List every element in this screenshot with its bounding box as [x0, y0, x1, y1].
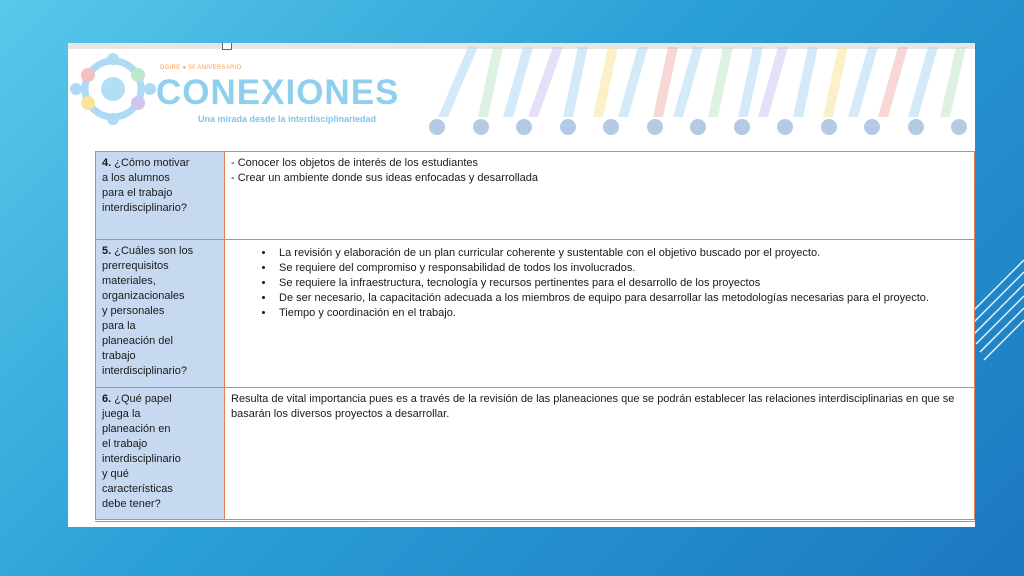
answer-line: - Crear un ambiente donde sus ideas enfocadas y desarrollada: [231, 172, 538, 184]
document-page: [68, 43, 975, 527]
table-row: [96, 152, 975, 240]
answer-cell[interactable]: [225, 152, 975, 240]
question-number: 6.: [102, 393, 112, 405]
question-number: 4.: [102, 157, 112, 169]
question-text: ¿Cómo motivar a los alumnos para el trabajo interdisciplinario?: [102, 157, 190, 214]
banner-subtitle: Una mirada desde la interdisciplinariedad: [198, 114, 377, 124]
answer-line: Resulta de vital importancia pues es a través de la revisión de las planeaciones que se podrán establecer las relaciones interdisciplinarias en que se basarán los diversos proyectos a desarrollar.: [231, 393, 955, 420]
question-cell[interactable]: [96, 152, 225, 240]
list-item: • Se requiere del compromiso y responsabilidad de todos los involucrados.: [275, 261, 968, 276]
answer-bullet-list: [231, 246, 968, 321]
answer-cell[interactable]: [225, 388, 975, 520]
list-item: • La revisión y elaboración de un plan curricular coherente y sustentable con el objetivo buscado por el proyecto.: [275, 246, 968, 261]
question-text: ¿Cuáles son los prerrequisitos materiales, organizacionales y personales para la planeación del trabajo interdisciplinario?: [102, 245, 194, 377]
answer-line: - Conocer los objetos de interés de los estudiantes: [231, 157, 479, 169]
question-number: 5.: [102, 245, 112, 257]
list-item: • Se requiere la infraestructura, tecnología y recursos pertinentes para el desarrollo de los proyectos: [275, 276, 968, 291]
header-banner: [68, 47, 975, 147]
banner-dots: [429, 119, 967, 135]
conexiones-logo-icon: [70, 53, 156, 125]
banner-stripes: [438, 47, 966, 117]
table-row: [96, 388, 975, 520]
qa-table: [95, 151, 975, 520]
question-cell[interactable]: [96, 388, 225, 520]
list-item: • Tiempo y coordinación en el trabajo.: [275, 306, 968, 321]
banner-small-text: DGIRE ● 50 ANIVERSARIO: [160, 65, 242, 71]
question-text: ¿Qué papel juega la planeación en el trabajo interdisciplinario y qué características debe tener?: [102, 393, 181, 510]
table-row: [96, 240, 975, 388]
answer-cell[interactable]: [225, 240, 975, 388]
question-cell[interactable]: [96, 240, 225, 388]
list-item: • De ser necesario, la capacitación adecuada a los miembros de equipo para desarrollar las metodologías necesarias para el proyecto.: [275, 291, 968, 306]
banner-title: CONEXIONES: [156, 73, 400, 112]
table-bottom-border: [95, 521, 975, 522]
